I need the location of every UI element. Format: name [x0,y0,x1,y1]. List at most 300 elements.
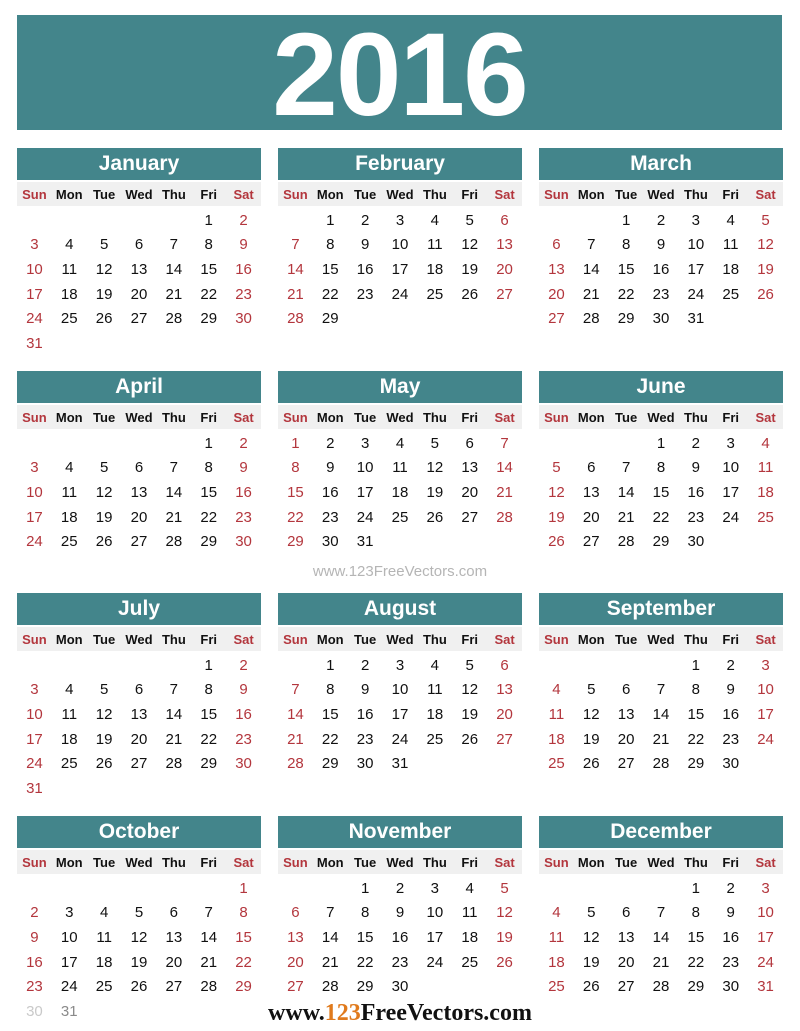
day-cell: 20 [496,705,513,723]
day-cell: 1 [691,656,701,674]
empty-cell [17,653,52,678]
day-cell: 26 [582,755,600,773]
day-cell: 25 [60,533,78,551]
weekday-label: Wed [647,631,675,647]
day-cell: 20 [287,953,304,971]
day-cell: 15 [356,928,374,946]
day-cell: 21 [200,953,218,971]
weekday-label: Sat [494,854,515,870]
day-cell: 22 [687,953,705,971]
weekday-label: Tue [354,631,377,647]
day-cell: 10 [356,459,374,477]
day-cell: 6 [134,459,144,477]
day-cell: 21 [287,730,304,748]
empty-cell [17,876,52,901]
day-cell: 27 [496,730,513,748]
day-cell: 5 [99,459,109,477]
day-cell: 2 [239,434,248,452]
day-cell: 20 [130,508,148,526]
day-cell: 18 [60,285,78,303]
day-cell: 13 [617,928,635,946]
day-cell: 25 [95,978,113,996]
weekday-label: Sat [233,854,254,870]
day-cell: 20 [461,483,479,501]
day-grid [278,874,522,999]
day-cell: 10 [26,260,43,278]
empty-cell [644,876,679,901]
day-cell: 11 [427,681,443,699]
empty-cell [122,431,157,456]
day-cell: 7 [291,236,300,254]
empty-cell [644,653,679,678]
day-cell: 30 [235,533,252,551]
day-cell: 15 [200,260,218,278]
empty-cell [574,876,609,901]
day-cell: 1 [204,656,213,674]
day-cell: 5 [587,904,596,922]
weekday-header-row [278,405,522,429]
weekday-label: Tue [93,631,116,647]
weekday-header-row [539,182,783,206]
footer-url[interactable] [0,1000,800,1027]
day-cell: 9 [656,236,666,254]
empty-cell [122,653,157,678]
month-april [17,371,261,554]
weekday-label: Mon [577,186,605,202]
day-cell: 26 [95,755,113,773]
weekday-label: Sun [22,186,47,202]
weekday-label: Sat [233,631,254,647]
day-cell: 14 [582,260,600,278]
day-cell: 7 [169,681,179,699]
weekday-label: Sat [494,409,515,425]
empty-cell [156,876,191,901]
day-cell: 15 [687,705,705,723]
day-cell: 26 [95,310,113,328]
day-cell: 22 [200,730,218,748]
day-cell: 7 [291,681,300,699]
weekday-label: Wed [386,631,414,647]
day-cell: 3 [691,211,701,229]
day-cell: 27 [617,755,635,773]
day-cell: 13 [582,483,600,501]
day-cell: 1 [204,211,213,229]
empty-cell [574,208,609,233]
day-cell: 7 [621,459,631,477]
day-cell: 8 [691,904,701,922]
day-cell: 7 [169,459,179,477]
day-cell: 10 [391,681,409,699]
day-cell: 7 [656,681,666,699]
day-cell: 14 [287,260,304,278]
weekday-label: Fri [461,409,479,425]
empty-cell [52,876,87,901]
day-cell: 17 [391,705,409,723]
day-cell: 29 [356,978,374,996]
day-cell: 1 [621,211,631,229]
day-cell: 2 [360,656,370,674]
day-cell: 15 [235,928,252,946]
day-cell: 30 [235,755,252,773]
day-cell: 25 [548,755,565,773]
weekday-label: Wed [647,186,675,202]
day-cell: 28 [165,310,183,328]
day-cell: 23 [722,730,740,748]
empty-cell [574,653,609,678]
day-cell: 23 [356,285,374,303]
day-cell: 20 [617,953,635,971]
day-cell: 27 [582,533,600,551]
day-cell: 13 [548,260,565,278]
weekday-label: Mon [577,854,605,870]
day-cell: 18 [60,730,78,748]
weekday-label: Sat [233,409,254,425]
month-header: April [17,371,261,403]
day-cell: 11 [757,459,774,477]
day-cell: 19 [757,260,774,278]
day-cell: 29 [321,755,339,773]
day-cell: 30 [356,755,374,773]
empty-cell [52,208,87,233]
day-cell: 9 [239,236,248,254]
empty-cell [52,431,87,456]
weekday-label: Sat [494,186,515,202]
day-cell: 18 [391,483,409,501]
day-cell: 5 [500,879,509,897]
day-cell: 6 [621,681,631,699]
day-cell: 28 [287,310,304,328]
day-cell: 13 [130,483,148,501]
weekday-header-row [17,627,261,651]
day-cell: 18 [426,705,444,723]
day-cell: 29 [200,533,218,551]
day-cell: 11 [461,904,478,922]
day-cell: 31 [356,533,374,551]
day-cell: 4 [65,459,74,477]
day-cell: 5 [465,656,474,674]
day-cell: 22 [235,953,252,971]
day-cell: 30 [722,978,740,996]
month-header: February [278,148,522,180]
day-cell: 4 [65,236,74,254]
empty-cell [278,653,313,678]
day-cell: 15 [200,483,218,501]
weekday-label: Wed [647,409,675,425]
day-cell: 25 [391,508,409,526]
day-cell: 3 [30,236,39,254]
weekday-header-row [539,850,783,874]
day-cell: 6 [465,434,474,452]
day-cell: 3 [395,656,405,674]
day-cell: 25 [60,310,78,328]
day-cell: 11 [427,236,443,254]
day-cell: 16 [321,483,339,501]
weekday-label: Wed [386,409,414,425]
month-header: December [539,816,783,848]
day-cell: 2 [395,879,405,897]
weekday-label: Wed [125,409,153,425]
day-cell: 10 [722,459,740,477]
day-cell: 18 [60,508,78,526]
weekday-label: Fri [722,186,740,202]
day-cell: 1 [326,211,335,229]
day-cell: 9 [360,236,370,254]
weekday-label: Sat [494,631,515,647]
day-cell: 8 [204,681,213,699]
day-cell: 26 [95,533,113,551]
day-cell: 6 [134,681,144,699]
weekday-label: Tue [93,409,116,425]
day-cell: 5 [465,211,474,229]
weekday-label: Thu [161,631,186,647]
empty-cell [122,208,157,233]
weekday-label: Fri [461,854,479,870]
weekday-label: Sun [283,854,308,870]
day-cell: 18 [548,730,565,748]
day-cell: 29 [617,310,635,328]
day-cell: 4 [726,211,735,229]
month-june [539,371,783,554]
day-cell: 17 [722,483,740,501]
day-cell: 17 [26,730,43,748]
day-cell: 24 [26,533,43,551]
day-cell: 10 [757,681,774,699]
day-cell: 6 [500,656,509,674]
day-grid [17,206,261,356]
day-cell: 2 [326,434,335,452]
weekday-label: Mon [316,409,344,425]
day-cell: 28 [165,533,183,551]
day-cell: 21 [652,730,670,748]
weekday-label: Sun [544,854,569,870]
weekday-label: Fri [722,854,740,870]
day-cell: 27 [548,310,565,328]
weekday-label: Tue [615,409,638,425]
day-cell: 12 [95,705,113,723]
weekday-label: Mon [55,409,83,425]
day-cell: 3 [761,879,770,897]
day-cell: 6 [169,904,179,922]
month-header: August [278,593,522,625]
weekday-label: Thu [161,854,186,870]
day-cell: 3 [395,211,405,229]
day-cell: 5 [134,904,144,922]
day-cell: 12 [461,236,479,254]
day-grid [278,206,522,331]
day-cell: 28 [582,310,600,328]
day-cell: 29 [687,755,705,773]
day-cell: 21 [652,953,670,971]
day-cell: 31 [687,310,705,328]
month-header: January [17,148,261,180]
day-cell: 23 [356,730,374,748]
weekday-label: Sun [283,186,308,202]
day-cell: 16 [235,483,252,501]
month-header: March [539,148,783,180]
day-cell: 7 [326,904,335,922]
day-cell: 5 [761,211,770,229]
day-cell: 29 [200,310,218,328]
day-cell: 27 [130,755,148,773]
day-cell: 2 [239,211,248,229]
day-cell: 28 [652,978,670,996]
day-cell: 1 [326,656,335,674]
day-cell: 12 [582,705,600,723]
day-cell: 4 [761,434,770,452]
weekday-label: Sat [755,186,776,202]
day-cell: 12 [496,904,513,922]
day-cell: 2 [726,656,735,674]
day-cell: 24 [26,310,43,328]
empty-cell [191,876,226,901]
day-cell: 22 [200,508,218,526]
day-cell: 20 [582,508,600,526]
day-cell: 14 [617,483,635,501]
day-cell: 25 [426,285,444,303]
day-cell: 27 [130,310,148,328]
day-cell: 15 [652,483,670,501]
weekday-label: Wed [125,631,153,647]
month-header: July [17,593,261,625]
weekday-label: Fri [200,631,218,647]
day-cell: 27 [287,978,304,996]
weekday-header-row [17,405,261,429]
day-cell: 22 [356,953,374,971]
empty-cell [609,431,644,456]
day-cell: 19 [95,285,113,303]
day-grid [539,874,783,999]
weekday-label: Wed [125,186,153,202]
day-cell: 9 [30,928,39,946]
empty-cell [52,653,87,678]
weekday-label: Wed [386,854,414,870]
weekday-label: Fri [200,409,218,425]
day-cell: 22 [321,285,339,303]
day-cell: 2 [726,879,735,897]
weekday-label: Mon [55,186,83,202]
month-december [539,816,783,999]
weekday-label: Sun [544,409,569,425]
day-cell: 24 [26,755,43,773]
day-cell: 7 [500,434,509,452]
day-cell: 9 [239,681,248,699]
day-cell: 12 [548,483,565,501]
day-cell: 30 [235,310,252,328]
day-cell: 17 [26,508,43,526]
day-cell: 26 [548,533,565,551]
day-cell: 14 [652,928,670,946]
day-cell: 11 [548,705,565,723]
day-cell: 22 [617,285,635,303]
day-cell: 22 [652,508,670,526]
day-cell: 13 [287,928,304,946]
day-cell: 24 [757,953,774,971]
day-cell: 2 [239,656,248,674]
day-cell: 21 [165,508,183,526]
weekday-label: Sun [283,409,308,425]
day-cell: 28 [496,508,513,526]
day-cell: 16 [235,705,252,723]
day-cell: 23 [235,730,252,748]
day-cell: 24 [60,978,78,996]
weekday-label: Tue [354,409,377,425]
day-cell: 23 [235,508,252,526]
day-cell: 7 [587,236,596,254]
day-grid [278,429,522,554]
day-cell: 2 [360,211,370,229]
day-cell: 4 [99,904,109,922]
day-cell: 19 [461,705,479,723]
day-cell: 28 [165,755,183,773]
day-cell: 6 [621,904,631,922]
day-cell: 19 [95,730,113,748]
day-cell: 4 [430,211,440,229]
day-cell: 12 [130,928,148,946]
day-grid [17,429,261,554]
day-cell: 11 [61,483,78,501]
day-cell: 26 [496,953,513,971]
day-cell: 10 [26,705,43,723]
day-cell-faded: 31 [60,1002,78,1020]
month-header: October [17,816,261,848]
weekday-label: Sun [544,631,569,647]
day-cell: 26 [426,508,444,526]
day-cell: 21 [582,285,600,303]
day-cell: 26 [461,730,479,748]
day-cell: 10 [687,236,705,254]
day-cell: 1 [204,434,213,452]
day-cell: 22 [200,285,218,303]
day-cell: 24 [391,730,409,748]
day-cell: 10 [391,236,409,254]
day-cell: 3 [761,656,770,674]
day-cell: 24 [687,285,705,303]
day-cell: 25 [548,978,565,996]
day-cell: 16 [391,928,409,946]
day-cell: 10 [60,928,78,946]
empty-cell [539,876,574,901]
day-cell: 17 [757,928,774,946]
day-cell: 29 [687,978,705,996]
day-cell: 12 [95,260,113,278]
day-cell: 25 [60,755,78,773]
day-cell: 3 [30,681,39,699]
weekday-label: Thu [161,409,186,425]
weekday-label: Thu [422,186,447,202]
empty-cell [17,431,52,456]
weekday-label: Sun [283,631,308,647]
day-cell: 29 [235,978,252,996]
day-cell: 4 [552,904,561,922]
day-cell: 28 [617,533,635,551]
day-cell: 5 [430,434,440,452]
day-cell-faded: 30 [26,1002,43,1020]
weekday-label: Wed [125,854,153,870]
day-cell: 17 [426,928,444,946]
footer-url-prefix: www. [268,1000,325,1026]
weekday-header-row [278,627,522,651]
day-cell: 29 [321,310,339,328]
empty-cell [156,208,191,233]
day-cell: 5 [552,459,561,477]
day-cell: 29 [652,533,670,551]
day-cell: 25 [461,953,479,971]
day-cell: 2 [691,434,701,452]
day-cell: 1 [360,879,370,897]
day-cell: 25 [426,730,444,748]
weekday-label: Thu [683,186,708,202]
year-title: 2016 [272,8,527,141]
